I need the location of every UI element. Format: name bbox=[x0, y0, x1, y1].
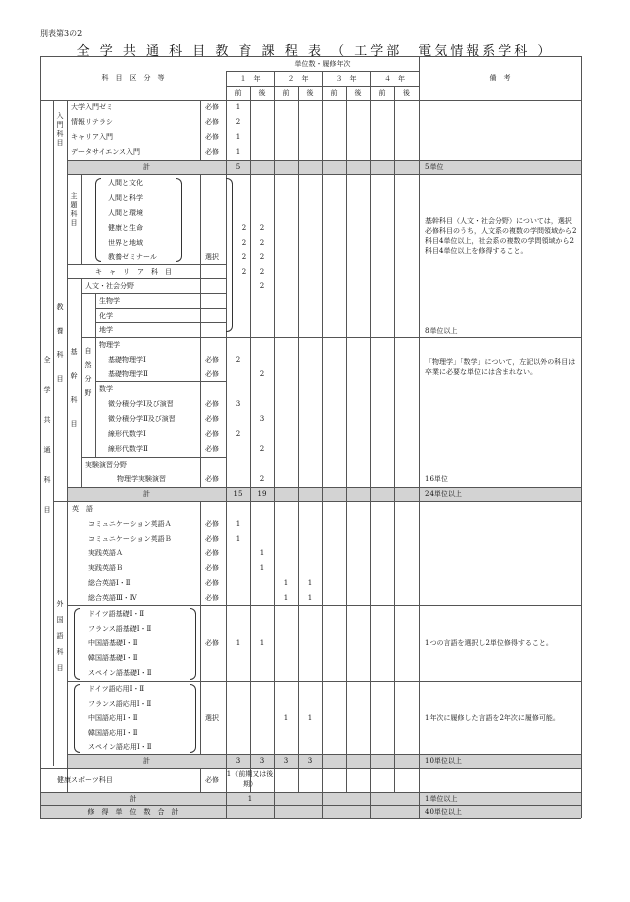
header-second-3: 後 bbox=[354, 89, 362, 97]
page-title: 全 学 共 通 科 目 教 育 課 程 表 （ 工学部 電気情報系学科 ） bbox=[76, 44, 554, 59]
eng-5-v3: 1 bbox=[283, 579, 289, 587]
group-shudai: 主題科目 bbox=[70, 192, 78, 227]
career-v2: 2 bbox=[259, 268, 265, 276]
total-note: 40単位以上 bbox=[425, 808, 462, 816]
math-1-req: 必修 bbox=[205, 400, 219, 408]
math-3-req: 必修 bbox=[205, 430, 219, 438]
kyoyo-note-1: 基幹科目（人文・社会分野）については，選択必修科目のうち，人文系の複数の学問領域から2科目4単位以上，社会系の複数の学問領域から2科目4単位以上を修得すること。 bbox=[425, 217, 577, 255]
header-year-3: ３ 年 bbox=[335, 75, 357, 83]
theme-6: 教養ゼミナール bbox=[108, 253, 157, 261]
header-year-2: ２ 年 bbox=[287, 75, 309, 83]
phys1-v: 2 bbox=[235, 356, 241, 364]
group-shizen: 自然分野 bbox=[84, 347, 92, 397]
eng-2-req: 必修 bbox=[205, 535, 219, 543]
intro-name-4: データサイエンス入門 bbox=[71, 148, 141, 156]
intro-val-2: 2 bbox=[235, 118, 241, 126]
group-kyoyo: 教養科目 bbox=[56, 303, 64, 383]
applied-4: 韓国語応用Ⅰ・Ⅱ bbox=[88, 729, 138, 737]
sci-biology: 生物学 bbox=[99, 297, 120, 305]
theme-4-v1: 2 bbox=[241, 224, 247, 232]
applied-bracket-right bbox=[190, 684, 196, 753]
intro-name-1: 大学入門ゼミ bbox=[71, 103, 113, 111]
theme-6-v1: 2 bbox=[241, 253, 247, 261]
sports-value: 1（前期又は後期） bbox=[226, 770, 274, 788]
physics-label: 物理学 bbox=[99, 341, 120, 349]
phys2-v: 2 bbox=[259, 370, 265, 378]
basic-req: 必修 bbox=[205, 639, 219, 647]
group-gaikoku: 外国語科目 bbox=[56, 600, 64, 672]
intro-name-2: 情報リテラシ bbox=[71, 118, 113, 126]
intro-sum-label: 計 bbox=[143, 163, 150, 171]
kyoyo-note-2: 8単位以上 bbox=[425, 327, 458, 335]
eng-3-v2: 1 bbox=[259, 549, 265, 557]
math-4-req: 必修 bbox=[205, 445, 219, 453]
basic-note: 1つの言語を選択し2単位修得すること。 bbox=[425, 639, 553, 647]
math-1-v1: 3 bbox=[235, 400, 241, 408]
sports-sum-label: 計 bbox=[129, 795, 137, 803]
basic-4: 韓国語基礎Ⅰ・Ⅱ bbox=[88, 654, 138, 662]
header-first-2: 前 bbox=[282, 89, 290, 97]
applied-v3: 1 bbox=[283, 714, 289, 722]
intro-note: 5単位 bbox=[425, 163, 444, 171]
basic-2: フランス語基礎Ⅰ・Ⅱ bbox=[88, 625, 152, 633]
theme-1: 人間と文化 bbox=[108, 179, 143, 187]
math-4-v2: 2 bbox=[259, 445, 265, 453]
applied-1: ドイツ語応用Ⅰ・Ⅱ bbox=[88, 685, 145, 693]
header-year-1: １ 年 bbox=[239, 75, 261, 83]
theme-6-v2: 2 bbox=[259, 253, 265, 261]
kyoyo-sum-label: 計 bbox=[143, 490, 150, 498]
header-second-1: 後 bbox=[258, 89, 266, 97]
eng-3-req: 必修 bbox=[205, 549, 219, 557]
eng-4-req: 必修 bbox=[205, 564, 219, 572]
applied-bracket-left bbox=[74, 684, 80, 753]
phys2-req: 必修 bbox=[205, 370, 219, 378]
applied-2: フランス語応用Ⅰ・Ⅱ bbox=[88, 700, 152, 708]
sports-name: 健康スポーツ科目 bbox=[57, 776, 113, 784]
document-reference: 別表第3の2 bbox=[40, 29, 83, 38]
basic-bracket-right bbox=[190, 608, 196, 680]
basic-v2: 1 bbox=[259, 639, 265, 647]
intro-sum-value: 5 bbox=[235, 163, 241, 171]
math-3-v1: 2 bbox=[235, 430, 241, 438]
intro-val-1: 1 bbox=[235, 103, 241, 111]
eng-6-v4: 1 bbox=[307, 594, 313, 602]
eng-5-name: 総合英語Ⅰ・Ⅱ bbox=[88, 579, 131, 587]
math-4-name: 線形代数学Ⅱ bbox=[108, 445, 148, 453]
theme-4: 健康と生命 bbox=[108, 224, 143, 232]
eng-2-v1: 1 bbox=[235, 535, 241, 543]
lang-sum-v1: 3 bbox=[235, 757, 241, 765]
intro-val-4: 1 bbox=[235, 148, 241, 156]
humsoc-label: 人文・社会分野 bbox=[85, 282, 134, 290]
math-3-name: 線形代数学Ⅰ bbox=[108, 430, 146, 438]
theme-5-v1: 2 bbox=[241, 239, 247, 247]
theme-select-label: 選択 bbox=[205, 253, 219, 261]
exp1-req: 必修 bbox=[205, 475, 219, 483]
exp-label: 実験演習分野 bbox=[85, 461, 127, 469]
applied-v4: 1 bbox=[307, 714, 313, 722]
sports-req: 必修 bbox=[205, 776, 219, 784]
group-zengaku: 全学共通科目 bbox=[43, 356, 51, 514]
sci-chemistry: 化学 bbox=[99, 312, 113, 320]
intro-req-4: 必修 bbox=[205, 148, 219, 156]
basic-1: ドイツ語基礎Ⅰ・Ⅱ bbox=[88, 610, 145, 618]
select-brace bbox=[226, 178, 233, 332]
exp1-name: 物理学実験演習 bbox=[117, 475, 166, 483]
eng-2-name: コミュニケーション英語Ｂ bbox=[88, 535, 172, 543]
lang-sum-note: 10単位以上 bbox=[425, 757, 462, 765]
header-first-4: 前 bbox=[378, 89, 386, 97]
eng-5-req: 必修 bbox=[205, 579, 219, 587]
basic-v1: 1 bbox=[235, 639, 241, 647]
eng-1-name: コミュニケーション英語Ａ bbox=[88, 520, 172, 528]
sports-sum-value: 1 bbox=[247, 795, 253, 803]
lang-sum-label: 計 bbox=[143, 757, 150, 765]
header-units-years: 単位数・履修年次 bbox=[294, 60, 351, 68]
english-label: 英 語 bbox=[72, 505, 93, 513]
phys1-name: 基礎物理学Ⅰ bbox=[108, 356, 146, 364]
eng-6-v3: 1 bbox=[283, 594, 289, 602]
kyoyo-note-3: 「物理学」「数学」について，左記以外の科目は卒業に必要な単位には含まれない。 bbox=[425, 358, 576, 376]
theme-2: 人間と科学 bbox=[108, 194, 143, 202]
theme-4-v2: 2 bbox=[259, 224, 265, 232]
group-nyumon: 入門科目 bbox=[56, 112, 64, 147]
eng-5-v4: 1 bbox=[307, 579, 313, 587]
intro-name-3: キャリア入門 bbox=[71, 133, 113, 141]
math-2-req: 必修 bbox=[205, 415, 219, 423]
lang-sum-v3: 3 bbox=[283, 757, 289, 765]
intro-req-3: 必修 bbox=[205, 133, 219, 141]
header-second-4: 後 bbox=[403, 89, 410, 97]
header-remarks: 備 考 bbox=[489, 74, 511, 82]
kyoyo-sum-note: 24単位以上 bbox=[425, 490, 462, 498]
total-label: 修 得 単 位 数 合 計 bbox=[87, 808, 179, 816]
kyoyo-note-4: 16単位 bbox=[425, 475, 448, 483]
eng-6-req: 必修 bbox=[205, 594, 219, 602]
header-year-4: ４ 年 bbox=[384, 75, 405, 83]
sci-geology: 地学 bbox=[99, 326, 113, 334]
header-first-1: 前 bbox=[234, 89, 242, 97]
intro-req-2: 必修 bbox=[205, 118, 219, 126]
kyoyo-sum-v2: 19 bbox=[257, 490, 267, 498]
theme-bracket-right bbox=[176, 178, 182, 262]
applied-note: 1年次に履修した言語を2年次に履修可能。 bbox=[425, 714, 560, 722]
math-1-name: 微分積分学Ⅰ及び演習 bbox=[108, 400, 174, 408]
applied-5: スペイン語応用Ⅰ・Ⅱ bbox=[88, 743, 152, 751]
math-2-name: 微分積分学Ⅱ及び演習 bbox=[108, 415, 176, 423]
applied-3: 中国語応用Ⅰ・Ⅱ bbox=[88, 714, 138, 722]
eng-1-v1: 1 bbox=[235, 520, 241, 528]
kyoyo-sum-v1: 15 bbox=[233, 490, 243, 498]
theme-bracket-left bbox=[95, 178, 101, 262]
eng-4-name: 実践英語Ｂ bbox=[88, 564, 123, 572]
intro-req-1: 必修 bbox=[205, 103, 219, 111]
math-2-v2: 3 bbox=[259, 415, 265, 423]
basic-3: 中国語基礎Ⅰ・Ⅱ bbox=[88, 639, 138, 647]
exp1-v: 2 bbox=[259, 475, 265, 483]
lang-sum-v4: 3 bbox=[307, 757, 313, 765]
career-v1: 2 bbox=[241, 268, 247, 276]
group-kikan: 基幹科目 bbox=[70, 348, 78, 428]
theme-3: 人間と環境 bbox=[108, 209, 143, 217]
basic-bracket-left bbox=[74, 608, 80, 680]
eng-3-name: 実践英語Ａ bbox=[88, 549, 123, 557]
phys1-req: 必修 bbox=[205, 356, 219, 364]
career-label: キ ャ リ ア 科 目 bbox=[95, 268, 172, 276]
sports-sum-note: 1単位以上 bbox=[425, 795, 458, 803]
header-category: 科 目 区 分 等 bbox=[101, 74, 165, 82]
phys2-name: 基礎物理学Ⅱ bbox=[108, 370, 148, 378]
theme-5: 世界と地域 bbox=[108, 239, 143, 247]
humsoc-v: 2 bbox=[259, 282, 265, 290]
math-label: 数学 bbox=[99, 385, 113, 393]
lang-sum-v2: 3 bbox=[259, 757, 265, 765]
header-first-3: 前 bbox=[330, 89, 338, 97]
eng-4-v2: 1 bbox=[259, 564, 265, 572]
eng-1-req: 必修 bbox=[205, 520, 219, 528]
header-second-2: 後 bbox=[306, 89, 314, 97]
eng-6-name: 総合英語Ⅲ・Ⅳ bbox=[88, 594, 137, 602]
basic-5: スペイン語基礎Ⅰ・Ⅱ bbox=[88, 669, 152, 677]
intro-val-3: 1 bbox=[235, 133, 241, 141]
theme-5-v2: 2 bbox=[259, 239, 265, 247]
applied-req: 選択 bbox=[205, 714, 219, 722]
